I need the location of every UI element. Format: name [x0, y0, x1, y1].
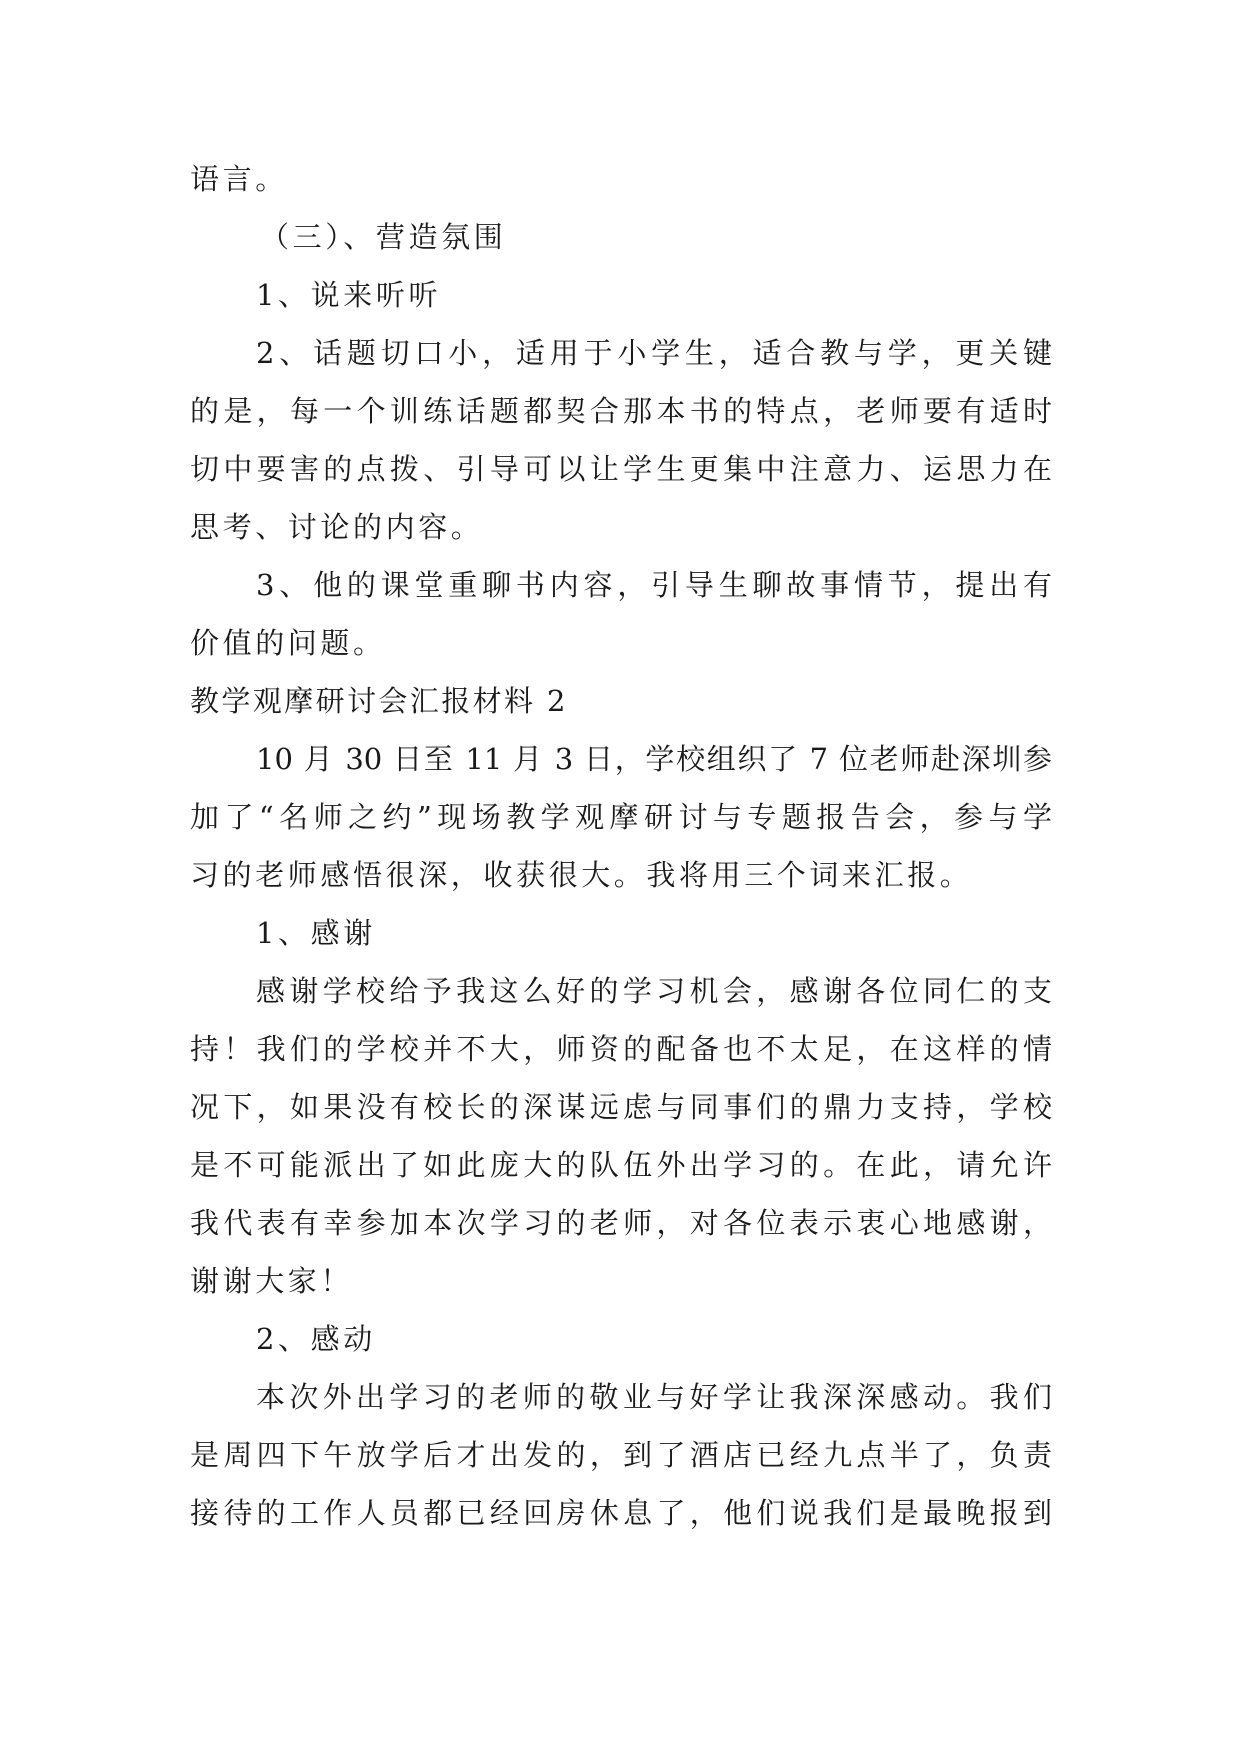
paragraph-line: 况下，如果没有校长的深谋远虑与同事们的鼎力支持，学校 [190, 1090, 1052, 1124]
paragraph-line: 谢谢大家！ [190, 1264, 354, 1298]
paragraph-line: 接待的工作人员都已经回房休息了，他们说我们是最晚报到 [190, 1496, 1052, 1530]
paragraph-line: 3、他的课堂重聊书内容，引导生聊故事情节，提出有 [256, 568, 1052, 602]
paragraph-line: 感谢学校给予我这么好的学习机会，感谢各位同仁的支 [256, 974, 1052, 1008]
subsection-heading: （三）、营造氛围 [260, 220, 507, 254]
section-title: 教学观摩研讨会汇报材料 2 [190, 684, 568, 718]
paragraph-line: 加了“名师之约”现场教学观摩研讨与专题报告会，参与学 [190, 800, 1052, 834]
document-body [190, 150, 1052, 1542]
paragraph-line: 思考、讨论的内容。 [190, 510, 484, 544]
paragraph-line: 2、话题切口小，适用于小学生，适合教与学，更关键 [256, 336, 1052, 370]
paragraph-line: 的是，每一个训练话题都契合那本书的特点，老师要有适时 [190, 394, 1052, 428]
paragraph-line: 持！我们的学校并不大，师资的配备也不太足，在这样的情 [190, 1032, 1052, 1066]
paragraph-line: 是不可能派出了如此庞大的队伍外出学习的。在此，请允许 [190, 1148, 1052, 1182]
paragraph-line: 10 月 30 日至 11 月 3 日，学校组织了 7 位老师赴深圳参 [256, 742, 1052, 776]
list-item: 2、感动 [256, 1322, 376, 1356]
paragraph-line: 切中要害的点拨、引导可以让学生更集中注意力、运思力在 [190, 452, 1052, 486]
list-item: 1、感谢 [256, 916, 376, 950]
paragraph-line: 本次外出学习的老师的敬业与好学让我深深感动。我们 [256, 1380, 1052, 1414]
paragraph-line: 价值的问题。 [190, 626, 386, 660]
paragraph-line: 习的老师感悟很深，收获很大。我将用三个词来汇报。 [190, 858, 973, 892]
paragraph-line: 我代表有幸参加本次学习的老师，对各位表示衷心地感谢， [190, 1206, 1052, 1240]
paragraph-line: 语言。 [190, 162, 288, 196]
paragraph-line: 是周四下午放学后才出发的，到了酒店已经九点半了，负责 [190, 1438, 1052, 1472]
list-item: 1、说来听听 [256, 278, 442, 312]
